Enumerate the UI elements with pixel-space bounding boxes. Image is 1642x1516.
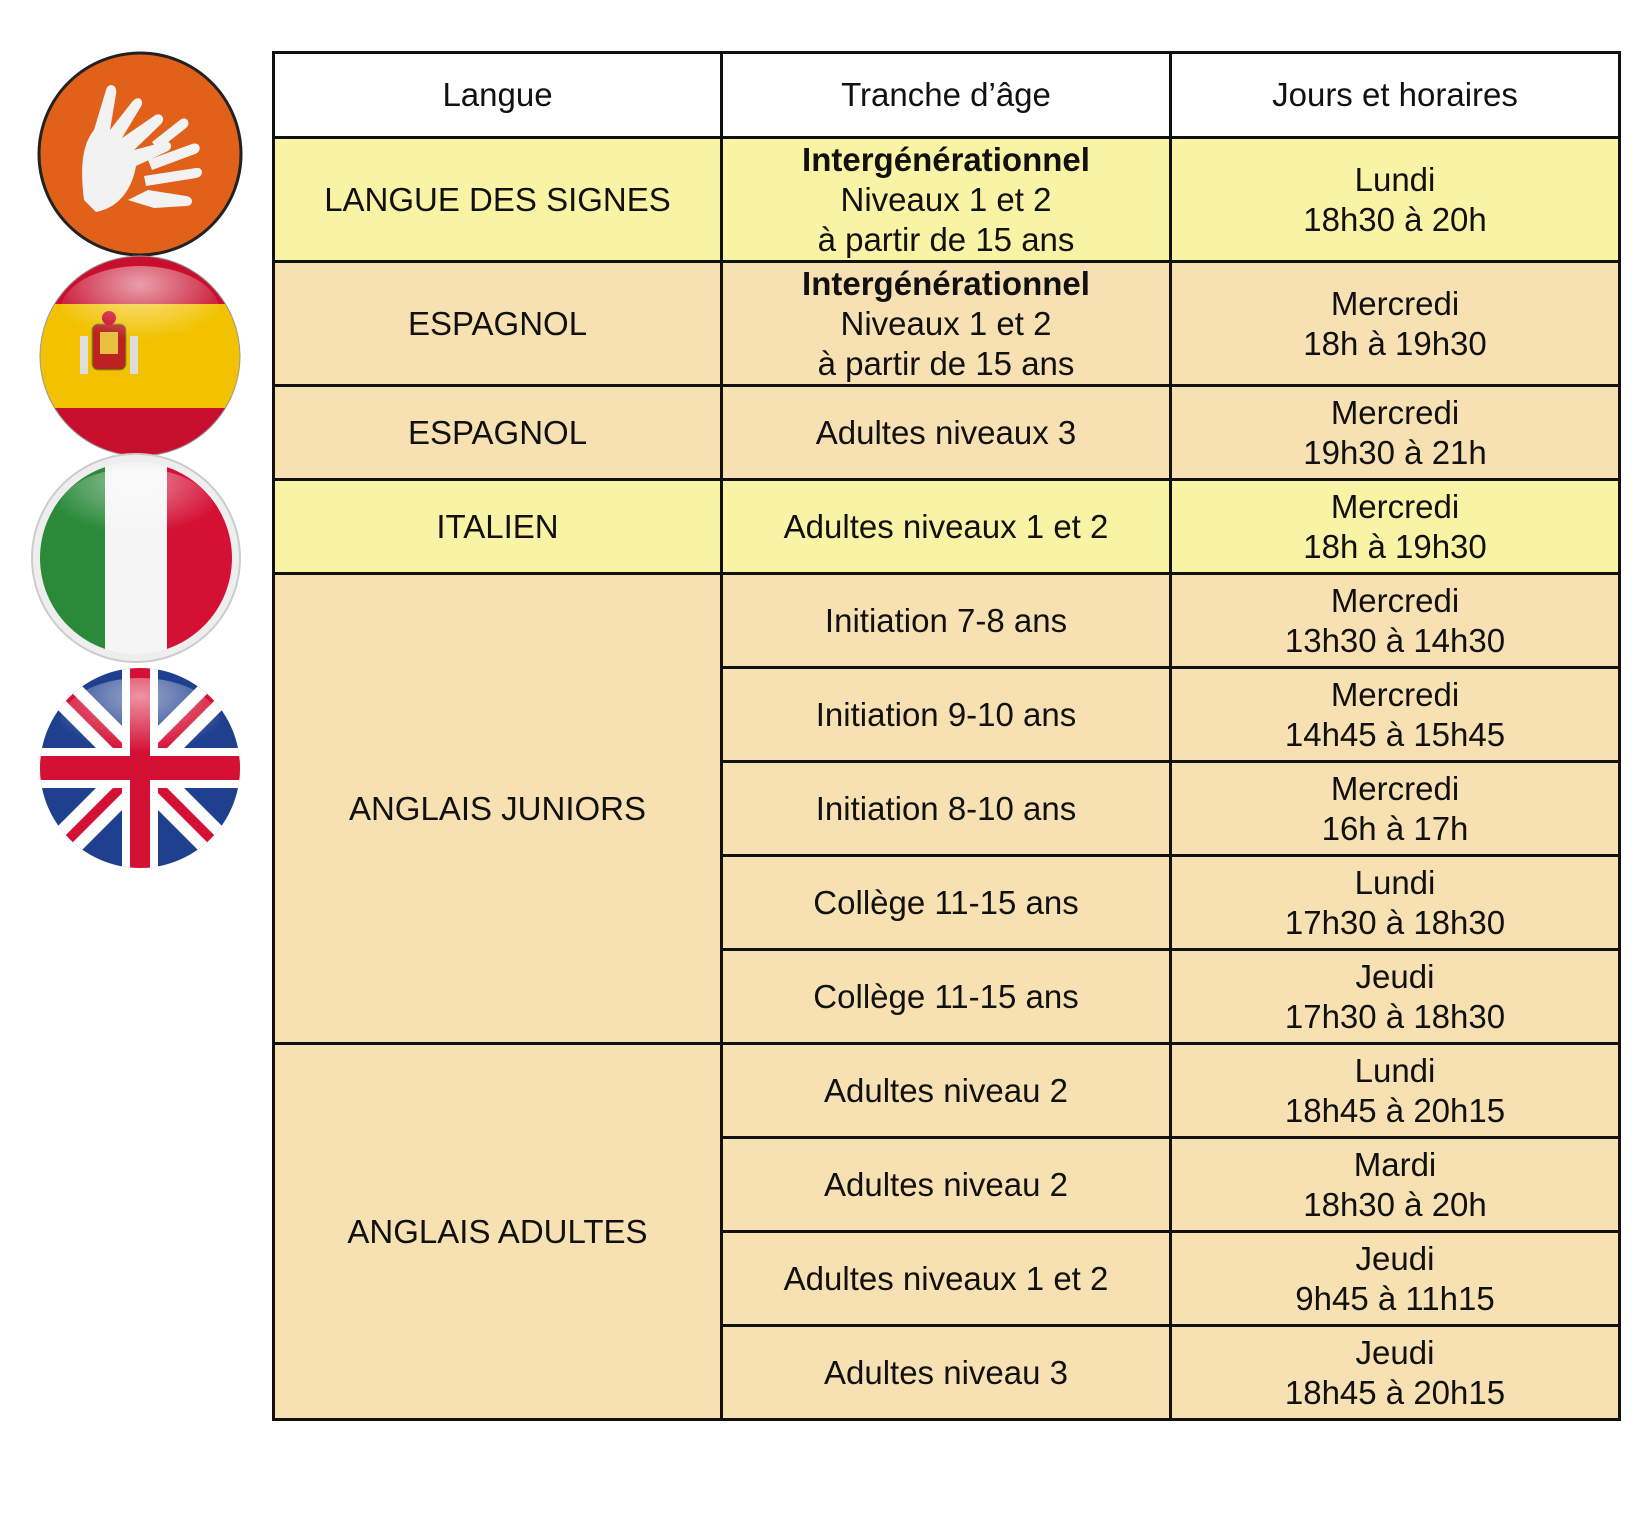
age-cell: Adultes niveaux 1 et 2 bbox=[722, 480, 1171, 574]
hours: 17h30 à 18h30 bbox=[1284, 903, 1506, 941]
age-cell: Adultes niveaux 1 et 2 bbox=[722, 1232, 1171, 1326]
age-cell: Initiation 8-10 ans bbox=[722, 762, 1171, 856]
header-jours-horaires: Jours et horaires bbox=[1171, 53, 1620, 138]
age-bold: Intergénérationnel bbox=[802, 140, 1090, 178]
hours: 19h30 à 21h bbox=[1303, 433, 1487, 471]
schedule-cell bbox=[1171, 950, 1620, 1044]
day: Mercredi bbox=[1330, 284, 1460, 322]
schedule-cell bbox=[1171, 762, 1620, 856]
age-cell: Collège 11-15 ans bbox=[722, 950, 1171, 1044]
day: Lundi bbox=[1354, 160, 1436, 198]
schedule-cell bbox=[1171, 386, 1620, 480]
hours: 16h à 17h bbox=[1321, 809, 1469, 847]
langue-cell: ANGLAIS ADULTES bbox=[274, 1044, 722, 1420]
langue-cell: LANGUE DES SIGNES bbox=[274, 138, 722, 262]
table-row bbox=[274, 386, 1620, 480]
day: Mercredi bbox=[1330, 675, 1460, 713]
hours: 18h45 à 20h15 bbox=[1284, 1091, 1506, 1129]
course-schedule-table bbox=[272, 51, 1621, 1421]
age-cell: Adultes niveau 2 bbox=[722, 1044, 1171, 1138]
day: Jeudi bbox=[1355, 957, 1435, 995]
hours: 17h30 à 18h30 bbox=[1284, 997, 1506, 1035]
schedule-cell bbox=[1171, 480, 1620, 574]
day: Jeudi bbox=[1355, 1239, 1435, 1277]
day: Mercredi bbox=[1330, 393, 1460, 431]
hours: 13h30 à 14h30 bbox=[1284, 621, 1506, 659]
age-bold: Intergénérationnel bbox=[802, 264, 1090, 302]
day: Mercredi bbox=[1330, 581, 1460, 619]
schedule-cell bbox=[1171, 574, 1620, 668]
langue-cell: ANGLAIS JUNIORS bbox=[274, 574, 722, 1044]
hours: 18h45 à 20h15 bbox=[1284, 1373, 1506, 1411]
italy-flag-icon bbox=[30, 452, 242, 664]
day: Lundi bbox=[1354, 1051, 1436, 1089]
spain-flag-icon bbox=[36, 252, 244, 460]
day: Lundi bbox=[1354, 863, 1436, 901]
age-cell bbox=[722, 138, 1171, 262]
langue-cell: ESPAGNOL bbox=[274, 386, 722, 480]
header-tranche-age: Tranche d’âge bbox=[722, 53, 1171, 138]
day: Mercredi bbox=[1330, 487, 1460, 525]
langue-cell: ITALIEN bbox=[274, 480, 722, 574]
uk-flag-icon bbox=[38, 666, 242, 870]
day: Jeudi bbox=[1355, 1333, 1435, 1371]
hours: 9h45 à 11h15 bbox=[1295, 1279, 1495, 1317]
age-cell: Adultes niveau 2 bbox=[722, 1138, 1171, 1232]
age-cell bbox=[722, 262, 1171, 386]
schedule-cell bbox=[1171, 262, 1620, 386]
day: Mercredi bbox=[1330, 769, 1460, 807]
table-row bbox=[274, 480, 1620, 574]
schedule-cell bbox=[1171, 1138, 1620, 1232]
table-row bbox=[274, 262, 1620, 386]
age-line: à partir de 15 ans bbox=[817, 220, 1075, 258]
schedule-cell bbox=[1171, 138, 1620, 262]
table-row bbox=[274, 574, 1620, 668]
schedule-cell bbox=[1171, 856, 1620, 950]
day: Mardi bbox=[1353, 1145, 1437, 1183]
header-langue: Langue bbox=[274, 53, 722, 138]
age-cell: Adultes niveau 3 bbox=[722, 1326, 1171, 1420]
age-cell: Collège 11-15 ans bbox=[722, 856, 1171, 950]
age-line: à partir de 15 ans bbox=[817, 344, 1075, 382]
age-cell: Adultes niveaux 3 bbox=[722, 386, 1171, 480]
age-line: Niveaux 1 et 2 bbox=[840, 180, 1052, 218]
schedule-cell bbox=[1171, 668, 1620, 762]
langue-cell: ESPAGNOL bbox=[274, 262, 722, 386]
schedule-cell bbox=[1171, 1232, 1620, 1326]
schedule-cell bbox=[1171, 1044, 1620, 1138]
hours: 18h à 19h30 bbox=[1303, 324, 1487, 362]
hours: 18h30 à 20h bbox=[1303, 200, 1487, 238]
sign-language-icon bbox=[36, 50, 244, 258]
hours: 18h à 19h30 bbox=[1303, 527, 1487, 565]
table-row bbox=[274, 1044, 1620, 1138]
language-icons bbox=[0, 0, 260, 1516]
hours: 18h30 à 20h bbox=[1303, 1185, 1487, 1223]
table-row bbox=[274, 138, 1620, 262]
schedule-cell bbox=[1171, 1326, 1620, 1420]
hours: 14h45 à 15h45 bbox=[1284, 715, 1506, 753]
age-line: Niveaux 1 et 2 bbox=[840, 304, 1052, 342]
age-cell: Initiation 9-10 ans bbox=[722, 668, 1171, 762]
header-row bbox=[274, 53, 1620, 138]
age-cell: Initiation 7-8 ans bbox=[722, 574, 1171, 668]
